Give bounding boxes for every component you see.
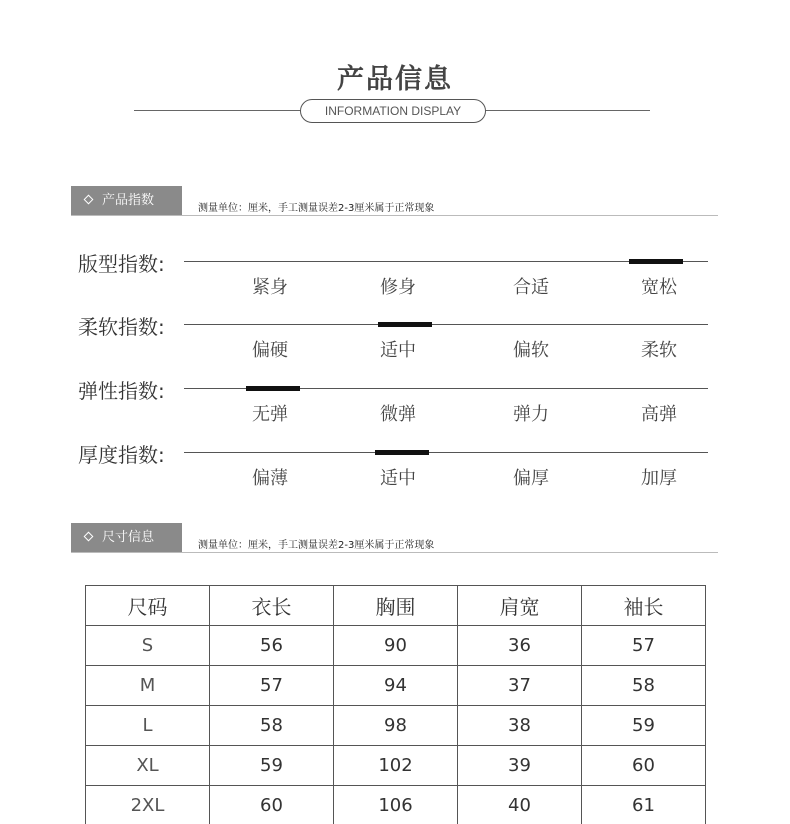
index-option: 修身 — [380, 277, 416, 298]
table-row — [86, 626, 706, 666]
index-marker — [246, 386, 300, 391]
table-cell: 90 — [334, 626, 458, 666]
index-row-thickness — [0, 439, 790, 499]
table-cell: 58 — [582, 666, 706, 706]
index-option: 偏厚 — [513, 468, 549, 489]
index-row-elasticity — [0, 375, 790, 435]
table-cell: 38 — [458, 706, 582, 746]
index-option: 微弹 — [380, 404, 416, 425]
column-header-chest: 胸围 — [334, 586, 458, 626]
table-cell: 106 — [334, 786, 458, 824]
column-header-shoulder: 肩宽 — [458, 586, 582, 626]
table-cell: 94 — [334, 666, 458, 706]
subtitle-badge: INFORMATION DISPLAY — [300, 99, 486, 123]
table-cell: 59 — [210, 746, 334, 786]
table-cell: 102 — [334, 746, 458, 786]
table-cell: 61 — [582, 786, 706, 824]
table-cell: 60 — [582, 746, 706, 786]
index-option: 合适 — [513, 277, 549, 298]
size-info-note: 测量单位：厘米，手工测量误差2-3厘米属于正常现象 — [198, 540, 435, 551]
table-cell: 59 — [582, 706, 706, 746]
diamond-icon — [84, 195, 94, 205]
index-label: 柔软指数: — [78, 315, 165, 339]
table-cell: 39 — [458, 746, 582, 786]
index-option: 偏薄 — [252, 468, 288, 489]
table-header-row — [86, 586, 706, 626]
size-info-tab-label: 尺寸信息 — [102, 530, 155, 545]
index-option: 偏硬 — [252, 340, 288, 361]
size-info-tab — [71, 523, 182, 552]
product-index-tab-label: 产品指数 — [102, 193, 155, 208]
table-cell: M — [86, 666, 210, 706]
index-option: 紧身 — [252, 277, 288, 298]
product-index-note: 测量单位：厘米，手工测量误差2-3厘米属于正常现象 — [198, 203, 435, 214]
table-row — [86, 746, 706, 786]
table-cell: 58 — [210, 706, 334, 746]
table-cell: 98 — [334, 706, 458, 746]
index-option: 适中 — [380, 468, 416, 489]
table-cell: 57 — [210, 666, 334, 706]
table-cell: XL — [86, 746, 210, 786]
index-marker — [629, 259, 683, 264]
table-cell: 40 — [458, 786, 582, 824]
table-cell: 36 — [458, 626, 582, 666]
index-option: 弹力 — [513, 404, 549, 425]
index-option: 偏软 — [513, 340, 549, 361]
table-row — [86, 706, 706, 746]
size-info-header — [71, 523, 718, 553]
table-row — [86, 666, 706, 706]
index-label: 厚度指数: — [78, 443, 165, 467]
diamond-icon — [84, 532, 94, 542]
index-marker — [375, 450, 429, 455]
table-cell: S — [86, 626, 210, 666]
index-option: 无弹 — [252, 404, 288, 425]
table-row — [86, 786, 706, 824]
product-index-tab — [71, 186, 182, 215]
table-cell: 37 — [458, 666, 582, 706]
table-cell: 57 — [582, 626, 706, 666]
index-label: 弹性指数: — [78, 379, 165, 403]
title-divider-right — [484, 110, 650, 111]
column-header-sleeve: 袖长 — [582, 586, 706, 626]
index-option: 柔软 — [641, 340, 677, 361]
index-option: 高弹 — [641, 404, 677, 425]
index-option: 宽松 — [641, 277, 677, 298]
index-marker — [378, 322, 432, 327]
index-option: 加厚 — [641, 468, 677, 489]
index-label: 版型指数: — [78, 252, 165, 276]
index-scale-line — [184, 324, 708, 325]
table-cell: L — [86, 706, 210, 746]
table-cell: 60 — [210, 786, 334, 824]
table-cell: 2XL — [86, 786, 210, 824]
column-header-length: 衣长 — [210, 586, 334, 626]
product-index-header — [71, 186, 718, 216]
index-scale-line — [184, 452, 708, 453]
column-header-size: 尺码 — [86, 586, 210, 626]
index-row-fit — [0, 248, 790, 308]
size-table — [85, 585, 706, 824]
index-row-softness — [0, 311, 790, 371]
table-cell: 56 — [210, 626, 334, 666]
page-title: 产品信息 — [337, 64, 453, 95]
title-divider-left — [134, 110, 302, 111]
index-option: 适中 — [380, 340, 416, 361]
